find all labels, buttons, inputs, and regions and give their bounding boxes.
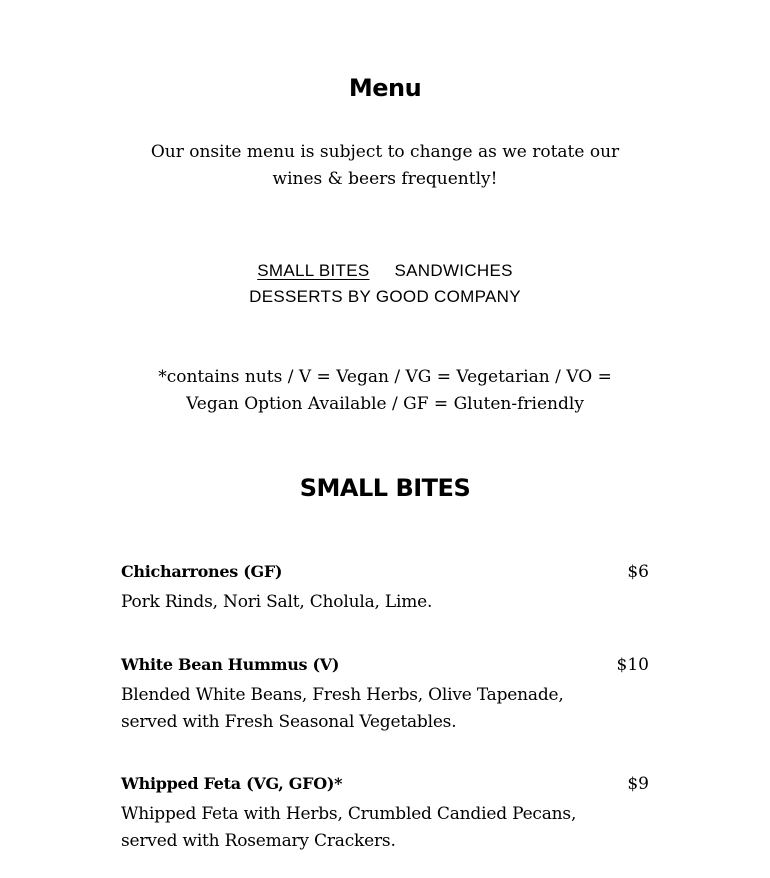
tab-small-bites[interactable]: SMALL BITES [257,261,370,280]
menu-item-description: Pork Rinds, Nori Salt, Cholula, Lime. [121,592,433,612]
menu-intro-text: Our onsite menu is subject to change as we rotate our wines & beers frequently! [150,142,620,189]
menu-item-description: Whipped Feta with Herbs, Crumbled Candied Pecans, served with Rosemary Crackers. [121,804,577,851]
menu-item-description: Blended White Beans, Fresh Herbs, Olive Tapenade, served with Fresh Seasonal Vegetables. [121,685,564,732]
menu-item-header [121,653,649,677]
menu-item-price: $6 [627,562,649,582]
tab-sandwiches[interactable]: SANDWICHES [394,261,513,280]
menu-item-price: $9 [627,774,649,794]
menu-item-header [121,560,649,584]
page-title: Menu [348,74,422,102]
menu-item-name: Chicharrones (GF) [121,562,283,581]
menu-item-name: Whipped Feta (VG, GFO)* [121,774,343,793]
menu-category-nav-row-1 [0,258,770,284]
menu-item-header [121,772,649,796]
menu-item-chicharrones [121,560,649,616]
menu-category-nav-row-2 [0,284,770,310]
menu-category-nav [0,258,770,310]
menu-item-price: $10 [616,655,649,675]
menu-item-whipped-feta [121,772,649,855]
dietary-legend: *contains nuts / V = Vegan / VG = Vegetarian / VO = Vegan Option Available / GF = Gluten-friendly [158,367,612,414]
menu-item-name: White Bean Hummus (V) [121,655,340,674]
tab-desserts-by-good-company[interactable]: DESSERTS BY GOOD COMPANY [249,287,521,306]
section-title: SMALL BITES [299,474,471,502]
menu-item-white-bean-hummus [121,653,649,736]
